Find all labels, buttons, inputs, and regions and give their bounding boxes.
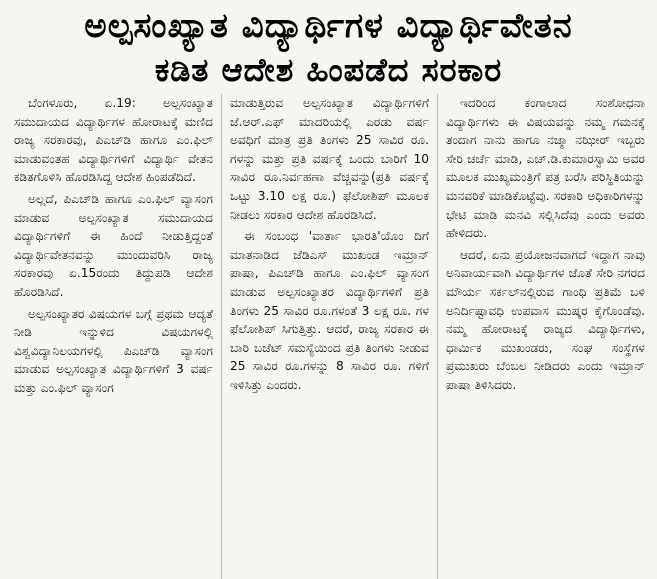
article-column-3	[437, 94, 653, 579]
article-column-1	[6, 94, 221, 579]
paragraph: ಆದರೆ, ಏನು ಪ್ರಯೋಜನವಾಗದೆ ಇದ್ದಾಗ ನಾವು ಅನಿವಾರ್ಯವಾಗಿ ವಿದ್ಯಾರ್ಥಿಗಳ ಜೊತೆ ಸೇರಿ ನಗರದ ಮೌರ್ಯ ಸರ್ಕಲ್‌ನಲ್ಲಿರುವ ಗಾಂಧಿ ಪ್ರತಿಮೆ ಬಳಿ ಅನಿರ್ದಿಷ್ಟಾವಧಿ ಉಪವಾಸ ಮುಷ್ಕರ ಕೈಗೊಂಡೆವು. ನಮ್ಮ ಹೋರಾಟಕ್ಕೆ ರಾಜ್ಯದ ವಿದ್ಯಾರ್ಥಿಗಳು, ಧಾರ್ಮಿಕ ಮುಖಂಡರು, ಸಂಘ ಸಂಸ್ಥೆಗಳ ಪ್ರಮುಖರು ಬೆಂಬಲ ನೀಡಿದರು ಎಂದು ಇಮ್ರಾನ್ ಪಾಷಾ ತಿಳಿಸಿದರು.	[446, 247, 645, 392]
paragraph: ಅಲ್ಲದೆ, ಪಿಎಚ್‌ಡಿ ಹಾಗೂ ಎಂ.ಫಿಲ್ ವ್ಯಾಸಂಗ ಮಾಡುವ ಅಲ್ಪಸಂಖ್ಯಾತ ಸಮುದಾಯದ ವಿದ್ಯಾರ್ಥಿಗಳಿಗೆ ಈ ಹಿಂದೆ ನೀಡುತ್ತಿದ್ದಂತೆ ವಿದ್ಯಾರ್ಥಿವೇತನವನ್ನು ಮುಂದುವರಿಸಿ ರಾಜ್ಯ ಸರಕಾರವು ಏ.15ರಂದು ತಿದ್ದುಪಡಿ ಆದೇಶ ಹೊರಡಿಸಿದೆ.	[14, 191, 213, 299]
paragraph: ಮಾಡುತ್ತಿರುವ ಅಲ್ಪಸಂಖ್ಯಾತ ವಿದ್ಯಾರ್ಥಿಗಳಿಗೆ ಜೆ.ಆರ್.ಎಫ್ ಮಾದರಿಯಲ್ಲಿ ಎರಡು ವರ್ಷ ಅವಧಿಗೆ ಮಾತ್ರ ಪ್ರತಿ ತಿಂಗಳು 25 ಸಾವಿರ ರೂ. ಗಳನ್ನು ಮತ್ತು ಪ್ರತಿ ವರ್ಷಕ್ಕೆ ಒಂದು ಬಾರಿಗೆ 10 ಸಾವಿರ ರೂ.ನಿರ್ವಹಣಾ ವೆಚ್ಚವನ್ನು(ಪ್ರತಿ ವರ್ಷಕ್ಕೆ ಒಟ್ಟು 3.10 ಲಕ್ಷ ರೂ.) ಫೆಲೋಶಿಪ್ ಮೂಲಕ ನೀಡಲು ಸರಕಾರ ಆದೇಶ ಹೊರಡಿಸಿದೆ.	[230, 96, 429, 222]
article-body	[6, 94, 653, 579]
article-headline	[6, 4, 651, 92]
paragraph: ಇದರಿಂದ ಕಂಗಾಲಾದ ಸಂಶೋಧನಾ ವಿದ್ಯಾರ್ಥಿಗಳು ಈ ವಿಷಯವನ್ನು ನಮ್ಮ ಗಮನಕ್ಕೆ ತಂದಾಗ ನಾನು ಹಾಗೂ ನಜ್ಮಾ ನಝೀರ್ ಇಬ್ಬರು ಸೇರಿ ಚರ್ಚೆ ಮಾಡಿ, ಎಚ್.ಡಿ.ಕುಮಾರಸ್ವಾಮಿ ಅವರ ಮೂಲಕ ಮುಖ್ಯಮಂತ್ರಿಗೆ ಪತ್ರ ಬರೆಸಿ ಪರಿಸ್ಥಿತಿಯನ್ನು ಮನವರಿಕೆ ಮಾಡಿಕೊಟ್ಟೆವು. ಸರಕಾರಿ ಅಧಿಕಾರಿಗಳನ್ನು ಭೇಟಿ ಮಾಡಿ ಮನವಿ ಸಲ್ಲಿಸಿದೆವು ಎಂದು ಅವರು ಹೇಳಿದರು.	[446, 96, 645, 241]
headline-line-2: ಕಡಿತ ಆದೇಶ ಹಿಂಪಡೆದ ಸರಕಾರ	[154, 51, 503, 89]
article-column-2	[221, 94, 437, 579]
paragraph: ಅಲ್ಪಸಂಖ್ಯಾತರ ವಿಷಯಗಳ ಬಗ್ಗೆ ಪ್ರಥಮ ಆದ್ಯತೆ ನೀಡಿ ಇನ್ನುಳಿದ ವಿಷಯಗಳಲ್ಲಿ ವಿಶ್ವವಿದ್ಯಾನಿಲಯಗಳಲ್ಲಿ ಪಿಎಚ್‌ಡಿ ವ್ಯಾಸಂಗ ಮಾಡುವ ಅಲ್ಪಸಂಖ್ಯಾತ ವಿದ್ಯಾರ್ಥಿಗಳಿಗೆ 3 ವರ್ಷ ಮತ್ತು ಎಂ.ಫಿಲ್ ವ್ಯಾಸಂಗ	[14, 306, 213, 395]
paragraph: ಬೆಂಗಳೂರು, ಏ.19: ಅಲ್ಪಸಂಖ್ಯಾತ ಸಮುದಾಯದ ವಿದ್ಯಾರ್ಥಿಗಳ ಹೋರಾಟಕ್ಕೆ ಮಣಿದ ರಾಜ್ಯ ಸರಕಾರವು, ಪಿಎಚ್‌ಡಿ ಹಾಗೂ ಎಂ.ಫಿಲ್ ಮಾಡುವಂತಹ ವಿದ್ಯಾರ್ಥಿಗಳಿಗೆ ವಿದ್ಯಾರ್ಥಿ ವೇತನ ಕಡಿತಗೊಳಿಸಿ ಹೊರಡಿಸಿದ್ದ ಆದೇಶ ಹಿಂಪಡೆದಿದೆ.	[14, 96, 213, 185]
paragraph: ಈ ಸಂಬಂಧ 'ವಾರ್ತಾ ಭಾರತಿ'ಯೊಂ ದಿಗೆ ಮಾತನಾಡಿದ ಜೆಡಿಎಸ್ ಮುಖಂಡ ಇಮ್ರಾನ್ ಪಾಷಾ, ಪಿಎಚ್‌ಡಿ ಹಾಗೂ ಎಂ.ಫಿಲ್ ವ್ಯಾಸಂಗ ಮಾಡುವ ಅಲ್ಪಸಂಖ್ಯಾತರ ವಿದ್ಯಾರ್ಥಿಗಳಿಗೆ ಪ್ರತಿ ತಿಂಗಳು 25 ಸಾವಿರ ರೂ.ಗಳಂತೆ 3 ಲಕ್ಷ ರೂ. ಗಳ ಫೆಲೋಶಿಪ್ ಸಿಗುತ್ತಿತ್ತು. ಆದರೆ, ರಾಜ್ಯ ಸರಕಾರ ಈ ಬಾರಿ ಬಜೆಟ್ ಸಮಸ್ಯೆಯಿಂದ ಪ್ರತಿ ತಿಂಗಳು ನೀಡುವ 25 ಸಾವಿರ ರೂ.ಗಳನ್ನು 8 ಸಾವಿರ ರೂ. ಗಳಿಗೆ ಇಳಿಸಿತ್ತು ಎಂದರು.	[230, 229, 429, 392]
headline-line-1: ಅಲ್ಪಸಂಖ್ಯಾತ ವಿದ್ಯಾರ್ಥಿಗಳ ವಿದ್ಯಾರ್ಥಿವೇತನ	[84, 6, 573, 46]
